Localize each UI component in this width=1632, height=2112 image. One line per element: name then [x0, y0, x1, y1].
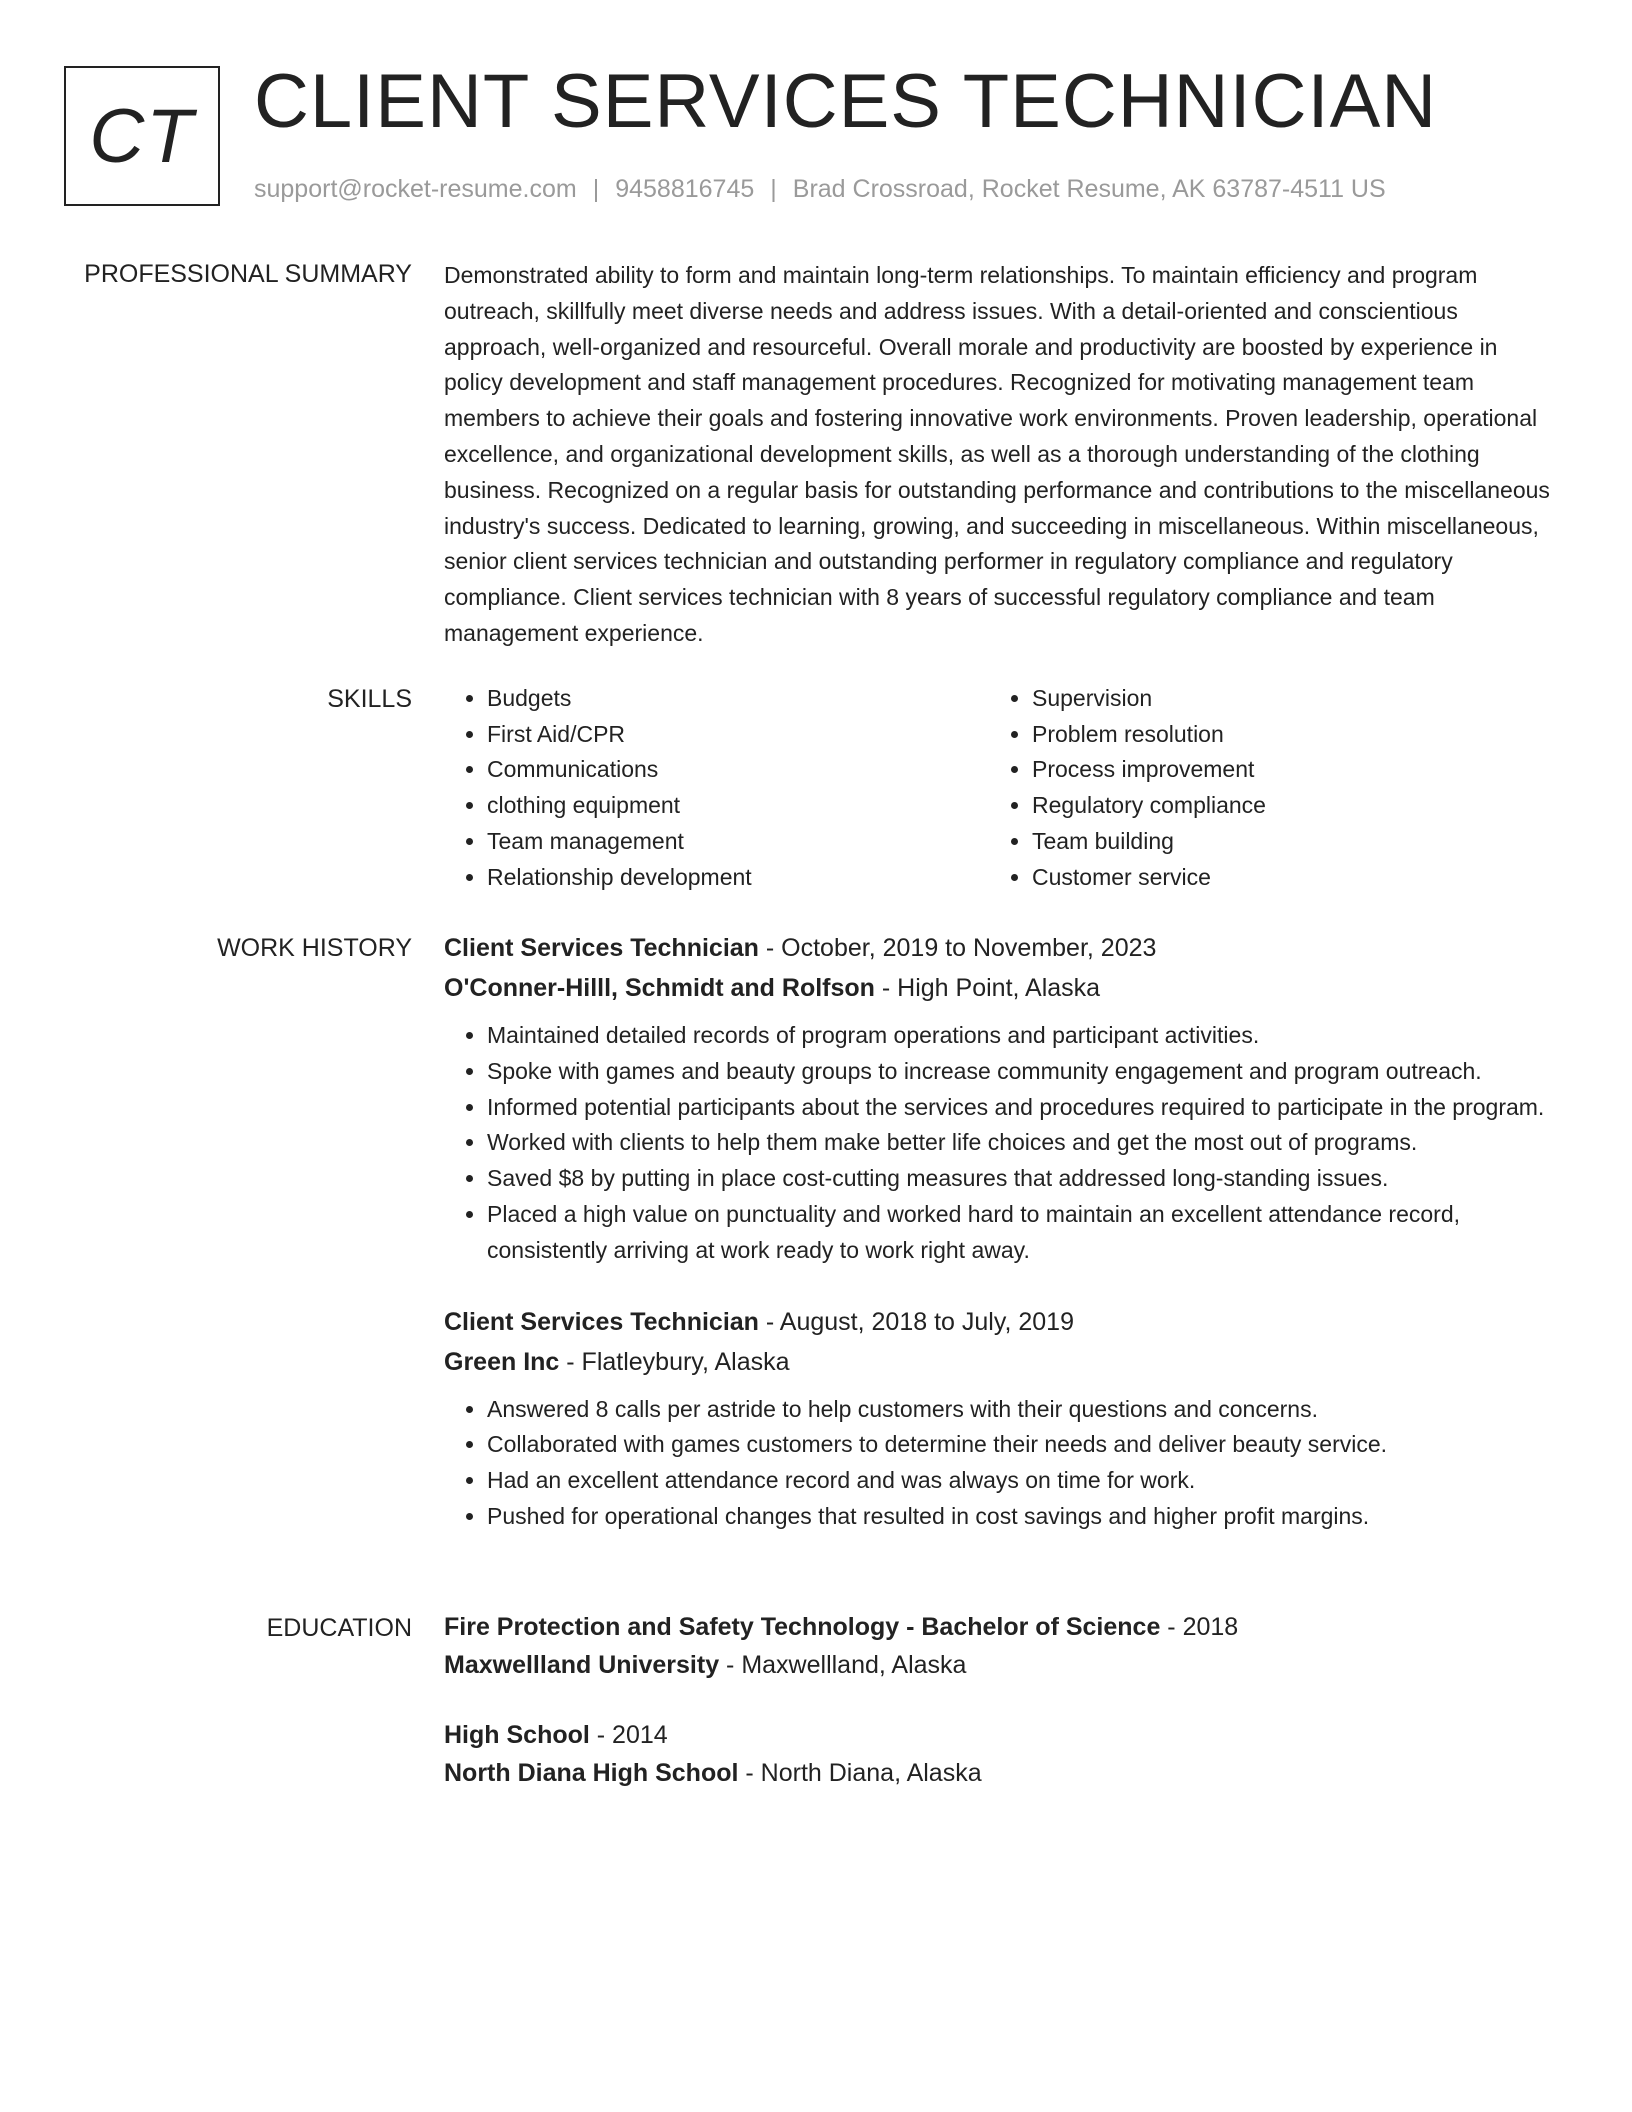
job-dates: - October, 2019 to November, 2023 — [758, 934, 1157, 962]
monogram-logo: CT — [64, 66, 220, 206]
job-company: O'Conner-Hilll, Schmidt and Rolfson — [444, 974, 875, 1002]
job-bullet: • Placed a high value on punctuality and worked hard to maintain an excellent attendance record, consistently arriving at work ready to work right away. — [487, 1197, 1554, 1269]
job-company-line — [444, 1342, 1554, 1382]
job-bullet: • Worked with clients to help them make better life choices and get the most out of programs. — [487, 1125, 1554, 1161]
skill-item: • Communications — [487, 752, 752, 788]
education-entry — [444, 1716, 1554, 1792]
education-school: Maxwellland University — [444, 1651, 720, 1679]
skill-item: • Process improvement — [1032, 752, 1266, 788]
skill-item: • Relationship development — [487, 860, 752, 896]
page-title: CLIENT SERVICES TECHNICIAN — [254, 59, 1438, 144]
contact-email: support@rocket-resume.com — [254, 175, 577, 203]
job-title-line — [444, 928, 1554, 968]
skill-item: • Team building — [1032, 824, 1266, 860]
section-heading-skills: SKILLS — [327, 685, 412, 713]
job-bullet: • Spoke with games and beauty groups to increase community engagement and program outreach. — [487, 1054, 1554, 1090]
skill-item: • Budgets — [487, 681, 752, 717]
contact-separator: | — [770, 175, 777, 203]
job-dates: - August, 2018 to July, 2019 — [758, 1307, 1074, 1336]
job-location: - Flatleybury, Alaska — [559, 1347, 790, 1376]
job-bullets — [444, 1392, 1554, 1535]
job-title: Client Services Technician — [444, 1307, 759, 1336]
job-bullet: • Answered 8 calls per astride to help customers with their questions and concerns. — [487, 1392, 1554, 1428]
education-degree: High School — [444, 1721, 590, 1749]
education-school-line — [444, 1646, 1554, 1684]
education-year: - 2018 — [1160, 1613, 1239, 1641]
education-school: North Diana High School — [444, 1759, 739, 1787]
education-degree-line — [444, 1608, 1554, 1646]
skills-list-left — [444, 681, 752, 895]
job-title-line — [444, 1302, 1554, 1342]
job-entry — [444, 928, 1554, 1269]
job-bullet: • Collaborated with games customers to determine their needs and deliver beauty service. — [487, 1427, 1554, 1463]
education-location: - North Diana, Alaska — [738, 1759, 982, 1787]
skill-item: • Regulatory compliance — [1032, 788, 1266, 824]
skill-item: • Customer service — [1032, 860, 1266, 896]
job-company: Green Inc — [444, 1347, 560, 1376]
job-title: Client Services Technician — [444, 934, 759, 962]
job-entry — [444, 1302, 1554, 1535]
skills-list-right — [989, 681, 1266, 895]
skill-item: • clothing equipment — [487, 788, 752, 824]
section-heading-work-history: WORK HISTORY — [217, 934, 412, 962]
summary-paragraph: Demonstrated ability to form and maintain long-term relationships. To maintain efficiency and program outreach, skillfully meet diverse needs and address issues. With a detail-oriented and conscientious approach, well-organized and resourceful. Overall morale and productivity are boosted by experience in policy development and staff management procedures. Recognized for motivating management team members to achieve their goals and fostering innovative work environments. Proven leadership, operational excellence, and organizational development skills, as well as a thorough understanding of the clothing business. Recognized on a regular basis for outstanding performance and contributions to the miscellaneous industry's success. Dedicated to learning, growing, and succeeding in miscellaneous. Within miscellaneous, senior client services technician and outstanding performer in regulatory compliance and regulatory compliance. Client services technician with 8 years of successful regulatory compliance and team management experience. — [444, 262, 1550, 646]
education-year: - 2014 — [589, 1721, 668, 1749]
education-degree: Fire Protection and Safety Technology - Bachelor of Science — [444, 1613, 1161, 1641]
job-bullet: • Saved $8 by putting in place cost-cutting measures that addressed long-standing issues. — [487, 1161, 1554, 1197]
education-school-line — [444, 1754, 1554, 1792]
section-heading-summary: PROFESSIONAL SUMMARY — [84, 260, 412, 288]
section-heading-education: EDUCATION — [266, 1614, 412, 1642]
education-location: - Maxwellland, Alaska — [719, 1651, 967, 1679]
skill-item: • Problem resolution — [1032, 717, 1266, 753]
skill-item: • Supervision — [1032, 681, 1266, 717]
education-degree-line — [444, 1716, 1554, 1754]
job-bullet: • Informed potential participants about the services and procedures required to participate in the program. — [487, 1090, 1554, 1126]
job-bullets — [444, 1018, 1554, 1269]
contact-separator: | — [592, 175, 600, 203]
job-bullet: • Maintained detailed records of program operations and participant activities. — [487, 1018, 1554, 1054]
skill-item: • Team management — [487, 824, 752, 860]
contact-line — [254, 172, 1386, 206]
skill-item: • First Aid/CPR — [487, 717, 752, 753]
job-bullet: • Had an excellent attendance record and was always on time for work. — [487, 1463, 1554, 1499]
contact-phone: 9458816745 — [615, 175, 755, 203]
job-location: - High Point, Alaska — [874, 974, 1101, 1002]
education-entry — [444, 1608, 1554, 1684]
job-company-line — [444, 968, 1554, 1008]
job-bullet: • Pushed for operational changes that resulted in cost savings and higher profit margins. — [487, 1499, 1554, 1535]
contact-address: Brad Crossroad, Rocket Resume, AK 63787-4511 US — [792, 175, 1386, 203]
